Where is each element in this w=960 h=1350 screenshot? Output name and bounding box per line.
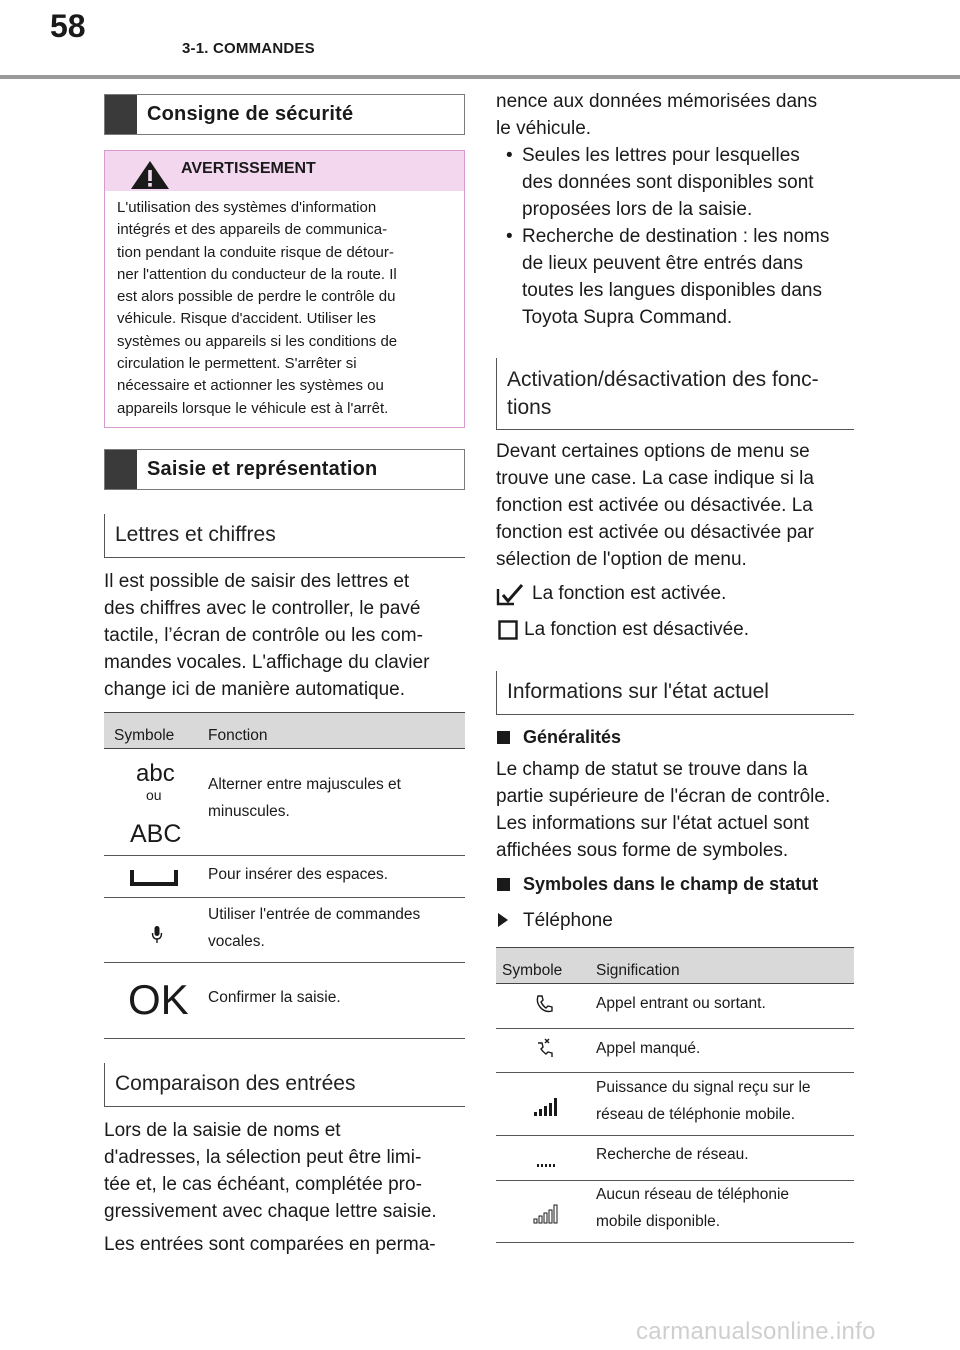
text-line: toutes les langues disponibles dans (522, 280, 822, 301)
activation-paragraph (496, 438, 866, 573)
watermark: carmanualsonline.info (636, 1318, 876, 1345)
text-line: Le champ de statut se trouve dans la (496, 759, 808, 780)
table-cell: Appel entrant ou sortant. (596, 995, 766, 1012)
text-line: des données sont disponibles sont (522, 172, 814, 193)
warning-line: nécessaire et actionner les systèmes ou (117, 377, 384, 395)
table-cell (208, 901, 420, 955)
row-divider (104, 897, 465, 898)
heading-bar (105, 450, 137, 489)
subheading-status (496, 671, 854, 715)
warning-line: systèmes ou appareils si les conditions de (117, 332, 398, 350)
phone-label: Téléphone (523, 910, 613, 931)
table-cell (208, 771, 401, 825)
subheading-compare (104, 1063, 465, 1107)
text-line: Recherche de destination : les noms (522, 226, 830, 247)
col-meaning-header: Signification (596, 962, 680, 979)
heading-bar (105, 95, 137, 134)
signal-strength-icon (533, 1097, 559, 1117)
sym-ok: OK (128, 976, 189, 1023)
text-line: fonction est activée ou désactivée. La (496, 495, 813, 516)
text-line: Utiliser l'entrée de commandes (208, 906, 421, 923)
text-line: Les entrées sont comparées en perma- (104, 1234, 436, 1255)
row-divider (496, 1028, 854, 1029)
text-line: le véhicule. (496, 118, 592, 139)
bullet-marker: • (506, 226, 513, 247)
text-line: mandes vocales. L'affichage du clavier (104, 652, 430, 673)
text-line: de lieux peuvent être entrés dans (522, 253, 803, 274)
network-search-icon (536, 1162, 556, 1168)
warning-body (117, 197, 459, 420)
sym-ou: ou (146, 787, 162, 803)
bullet-item (496, 142, 866, 223)
row-divider (104, 962, 465, 963)
warning-line: L'utilisation des systèmes d'information (117, 199, 377, 216)
text-line: vocales. (208, 933, 265, 950)
subheading-compare-text: Comparaison des entrées (115, 1072, 356, 1095)
warning-line: est alors possible de perdre le contrôle du (117, 288, 396, 306)
text-line: Devant certaines options de menu se (496, 441, 810, 462)
text-line: proposées lors de la saisie. (522, 199, 753, 220)
text-line: Il est possible de saisir des lettres et (104, 571, 410, 592)
triangle-bullet-icon (497, 912, 509, 928)
section-title: 3-1. COMMANDES (182, 40, 315, 57)
subheading-activation-text (507, 366, 819, 422)
heading-general: Généralités (523, 727, 622, 747)
text-line: change ici de manière automatique. (104, 679, 406, 700)
subheading-activation (496, 358, 854, 430)
table-cell: Appel manqué. (596, 1040, 701, 1057)
table-cell: Confirmer la saisie. (208, 989, 341, 1006)
warning-line: tion pendant la conduite risque de détour- (117, 243, 394, 261)
text-line: nence aux données mémorisées dans (496, 91, 818, 112)
row-divider (496, 1072, 854, 1073)
text-line: gressivement avec chaque lettre saisie. (104, 1201, 437, 1222)
header-rule (0, 75, 960, 79)
input-table-header (104, 712, 465, 749)
table-cell (596, 1181, 789, 1235)
continued-paragraph (496, 88, 866, 142)
text-line: Activation/désactivation des fonc- (507, 368, 819, 391)
warning-line: circulation le permettent. S'arrêter si (117, 355, 357, 373)
row-divider (496, 1242, 854, 1243)
warning-line: véhicule. Risque d'accident. Utiliser les (117, 310, 376, 328)
col-symbol-header: Symbole (502, 962, 563, 979)
warning-line: intégrés et des appareils de communica- (117, 221, 388, 239)
heading-input (104, 449, 465, 490)
page-number: 58 (50, 8, 86, 44)
row-divider (496, 1135, 854, 1136)
text-line: tée et, le cas échéant, complétée pro- (104, 1174, 422, 1195)
table-cell: Pour insérer des espaces. (208, 866, 389, 883)
sym-ABC: ABC (130, 820, 182, 848)
text-line: Lors de la saisie de noms et (104, 1120, 341, 1141)
bullet-item (496, 223, 866, 331)
text-line: Puissance du signal reçu sur le (596, 1079, 811, 1096)
checked-box-icon (496, 583, 524, 607)
table-cell: Recherche de réseau. (596, 1146, 749, 1163)
text-line: affichées sous forme de symboles. (496, 840, 789, 861)
heading-input-text: Saisie et représentation (147, 458, 378, 480)
phone-call-icon (535, 994, 553, 1014)
heading-symbols: Symboles dans le champ de statut (523, 874, 819, 894)
sym-abc: abc (136, 760, 175, 787)
square-bullet-icon (497, 878, 510, 891)
text-line: Les informations sur l'état actuel sont (496, 813, 810, 834)
text-line: fonction est activée ou désactivée par (496, 522, 814, 543)
text-line: Aucun réseau de téléphonie (596, 1186, 790, 1203)
square-bullet-icon (497, 731, 510, 744)
text-line: sélection de l'option de menu. (496, 549, 747, 570)
text-line: trouve une case. La case indique si la (496, 468, 814, 489)
microphone-icon (151, 925, 163, 945)
general-paragraph (496, 756, 866, 864)
status-table-header (496, 947, 854, 984)
warning-line: appareils lorsque le véhicule est à l'arrêt. (117, 399, 389, 417)
text-line: tactile, l’écran de contrôle ou les com- (104, 625, 423, 646)
warning-triangle-icon (129, 159, 171, 191)
letters-paragraph (104, 568, 474, 703)
space-bar-icon (130, 866, 178, 888)
table-cell (596, 1074, 811, 1128)
heading-security (104, 94, 465, 135)
warning-title: AVERTISSEMENT (181, 160, 316, 177)
text-line: partie supérieure de l'écran de contrôle. (496, 786, 831, 807)
heading-security-text: Consigne de sécurité (147, 103, 354, 125)
row-divider (104, 855, 465, 856)
text-line: Toyota Supra Command. (522, 307, 733, 328)
row-divider (104, 1038, 465, 1039)
text-line: d'adresses, la sélection peut être limi- (104, 1147, 422, 1168)
text-line: réseau de téléphonie mobile. (596, 1106, 796, 1123)
no-network-icon (533, 1204, 559, 1224)
deactivated-text: La fonction est désactivée. (524, 619, 749, 640)
text-line: Alterner entre majuscules et (208, 776, 401, 793)
empty-box-icon (498, 620, 518, 640)
compare-paragraph (104, 1117, 474, 1258)
col-function-header: Fonction (208, 727, 268, 744)
text-line: minuscules. (208, 803, 290, 820)
bullet-marker: • (506, 145, 513, 166)
text-line: des chiffres avec le controller, le pavé (104, 598, 421, 619)
col-symbol-header: Symbole (114, 727, 175, 744)
activated-text: La fonction est activée. (532, 583, 727, 604)
missed-call-icon (535, 1038, 555, 1058)
warning-box (104, 150, 465, 428)
subheading-letters (104, 514, 465, 558)
text-line: mobile disponible. (596, 1213, 721, 1230)
warning-line: ner l'attention du conducteur de la route. Il (117, 265, 397, 283)
subheading-status-text: Informations sur l'état actuel (507, 680, 769, 703)
subheading-letters-text: Lettres et chiffres (115, 523, 276, 546)
text-line: Seules les lettres pour lesquelles (522, 145, 800, 166)
text-line: tions (507, 396, 552, 419)
